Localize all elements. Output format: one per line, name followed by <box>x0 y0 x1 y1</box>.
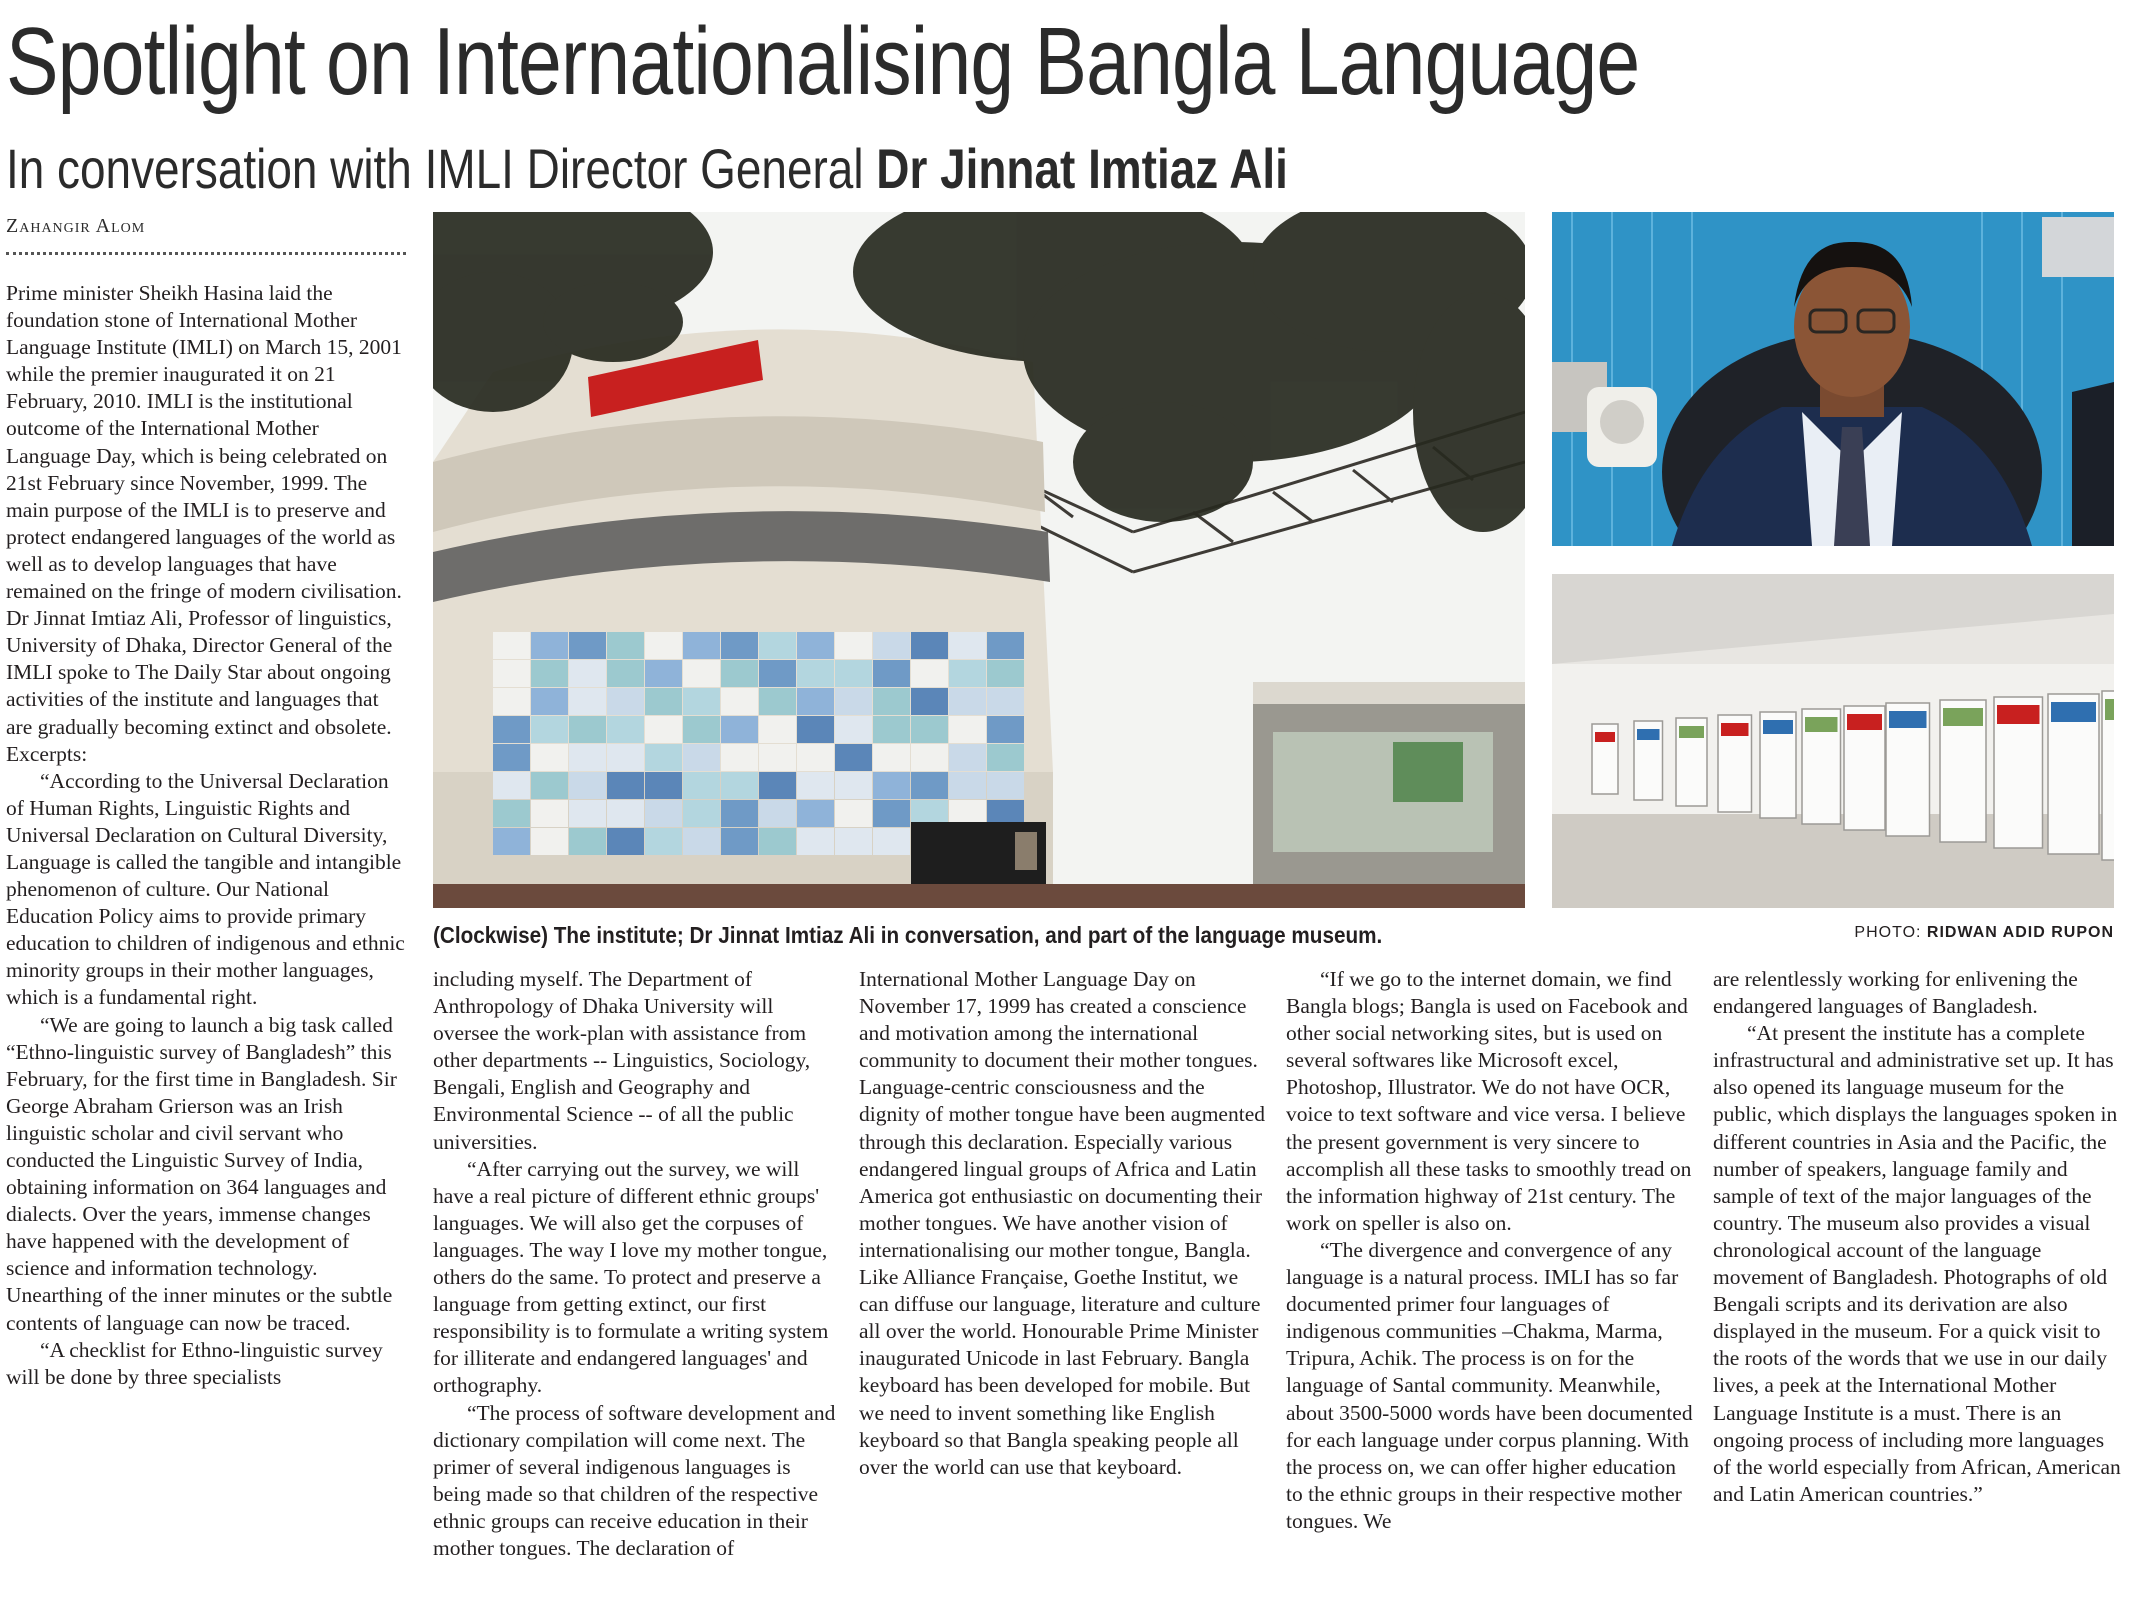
mosaic-tile <box>683 800 720 827</box>
mosaic-tile <box>493 660 530 687</box>
mosaic-tile <box>531 660 568 687</box>
portrait-illustration <box>1552 212 2114 546</box>
mosaic-tile <box>759 800 796 827</box>
paragraph: “After carrying out the survey, we will have a real picture of different ethnic groups' languages. We will also get the corpuses of languages. The way I love my mother tongue, others do the same. To protect and preserve a language from getting extinct, our first responsibility is to formulate a writing system for illiterate and endangered languages' and orthography. <box>433 1156 829 1398</box>
mosaic-tile <box>911 716 948 743</box>
mosaic-tile <box>835 660 872 687</box>
exhibit-flag <box>1721 723 1749 736</box>
mosaic-tile <box>873 716 910 743</box>
mosaic-tile <box>645 660 682 687</box>
mosaic-tile <box>493 688 530 715</box>
mosaic-tile <box>835 632 872 659</box>
mosaic-tile <box>569 688 606 715</box>
exhibit-flag <box>1997 705 2040 724</box>
byline-divider <box>6 252 406 255</box>
mosaic-tile <box>987 632 1024 659</box>
mosaic-tile <box>569 744 606 771</box>
mosaic-tile <box>683 744 720 771</box>
mosaic-tile <box>797 772 834 799</box>
mosaic-tile <box>645 744 682 771</box>
mosaic-tile <box>645 772 682 799</box>
mosaic-tile <box>835 688 872 715</box>
body-column-3 <box>859 966 1267 1481</box>
mosaic-tile <box>949 772 986 799</box>
mosaic-tile <box>569 660 606 687</box>
mosaic-tile <box>683 688 720 715</box>
mosaic-tile <box>759 660 796 687</box>
mosaic-tile <box>797 800 834 827</box>
mosaic-tile <box>721 800 758 827</box>
mosaic-tile <box>607 828 644 855</box>
mosaic-tile <box>721 744 758 771</box>
mosaic-tile <box>683 660 720 687</box>
paragraph: “We are going to launch a big task called “Ethno-linguistic survey of Bangladesh” this February, for the first time in Bangladesh. Sir George Abraham Grierson was an Irish linguistic scholar and civil servant who conducted the Linguistic Survey of India, obtaining information on 364 languages and dialects. Over the years, immense changes have happened with the development of science and information technology. Unearthing of the inner minutes or the subtle contents of language can now be traced. <box>6 1012 397 1335</box>
mosaic-tile <box>797 828 834 855</box>
mosaic-tile <box>911 660 948 687</box>
byline: Zahangir Alom <box>6 215 146 237</box>
mosaic-tile <box>873 800 910 827</box>
mosaic-tile <box>911 688 948 715</box>
mosaic-tile <box>493 800 530 827</box>
body-column-4 <box>1286 966 1694 1535</box>
mosaic-tile <box>493 772 530 799</box>
mosaic-tile <box>759 772 796 799</box>
mosaic-tile <box>949 716 986 743</box>
mosaic-tile <box>531 800 568 827</box>
mosaic-tile <box>873 744 910 771</box>
mosaic-tile <box>607 716 644 743</box>
mosaic-tile <box>873 828 910 855</box>
photo-credit <box>1854 924 2114 942</box>
mosaic-tile <box>569 716 606 743</box>
mosaic-tile <box>569 632 606 659</box>
mosaic-tile <box>797 632 834 659</box>
body-column-2 <box>433 966 841 1562</box>
mosaic-tile <box>797 744 834 771</box>
mosaic-tile <box>683 828 720 855</box>
mosaic-tile <box>873 688 910 715</box>
mosaic-tile <box>645 828 682 855</box>
mosaic-tile <box>949 660 986 687</box>
mosaic-tile <box>987 772 1024 799</box>
exhibit-flag <box>1889 711 1927 728</box>
subheadline <box>6 138 1288 200</box>
exhibit-flag <box>2105 699 2114 720</box>
mosaic-tile <box>607 744 644 771</box>
mosaic-tile <box>759 828 796 855</box>
photo-caption: (Clockwise) The institute; Dr Jinnat Imtiaz Ali in conversation, and part of the language museum. <box>433 922 1383 948</box>
paragraph: Prime minister Sheikh Hasina laid the foundation stone of International Mother Language Institute (IMLI) on March 15, 2001 while the premier inaugurated it on 21 February, 2010. IMLI is the institutional outcome of the International Mother Language Day, which is being celebrated on 21st February since November, 1999. The main purpose of the IMLI is to preserve and protect endangered languages of the world as well as to develop languages that have remained on the fringe of modern civilisation. Dr Jinnat Imtiaz Ali, Professor of linguistics, University of Dhaka, Director General of the IMLI spoke to The Daily Star about ongoing activities of the institute and languages that are gradually becoming extinct and obsolete. Excerpts: <box>6 281 402 766</box>
mosaic-tile <box>759 632 796 659</box>
exhibit-flag <box>1637 729 1660 740</box>
paragraph: “A checklist for Ethno-linguistic survey will be done by three specialists <box>6 1337 383 1389</box>
mosaic-tile <box>949 688 986 715</box>
institute-building-illustration <box>433 212 1525 908</box>
mosaic-tile <box>835 716 872 743</box>
mosaic-tile <box>493 716 530 743</box>
mosaic-tile <box>873 632 910 659</box>
mosaic-tile <box>911 632 948 659</box>
mosaic-tile <box>721 632 758 659</box>
paragraph: “According to the Universal Declaration of Human Rights, Linguistic Rights and Universal Declaration on Cultural Diversity, Language is called the tangible and intangible phenomenon of culture. Our National Education Policy aims to provide primary education to children of indigenous and ethnic minority groups in their mother languages, which is a fundamental right. <box>6 768 405 1010</box>
exhibit-flag <box>1763 720 1793 734</box>
mosaic-tile <box>493 744 530 771</box>
mosaic-tile <box>683 716 720 743</box>
mosaic-tile <box>759 716 796 743</box>
mosaic-tile <box>607 772 644 799</box>
paragraph: including myself. The Department of Anthropology of Dhaka University will oversee the work-plan with assistance from other departments -- Linguistics, Sociology, Bengali, English and Geography and Environmental Science -- of all the public universities. <box>433 967 811 1154</box>
mosaic-tile <box>835 800 872 827</box>
exhibit-flag <box>1943 708 1983 726</box>
paragraph: “If we go to the internet domain, we find Bangla blogs; Bangla is used on Facebook and other social networking sites, but is used on several softwares like Microsoft excel, Photoshop, Illustrator. We do not have OCR, voice to text software and vice versa. I believe the present government is very sincere to accomplish all these tasks to smoothly tread on the information highway of 21st century. The work on speller is also on. <box>1286 967 1692 1235</box>
mosaic-tile <box>835 828 872 855</box>
mosaic-tile <box>493 632 530 659</box>
mosaic-tile <box>645 688 682 715</box>
body-column-1 <box>6 280 406 1391</box>
mosaic-tile <box>569 828 606 855</box>
mosaic-tile <box>531 688 568 715</box>
mosaic-tile <box>949 744 986 771</box>
mosaic-tile <box>721 828 758 855</box>
mosaic-tile <box>645 632 682 659</box>
mosaic-tile <box>607 688 644 715</box>
exhibit-flag <box>1847 714 1882 730</box>
body-column-5 <box>1713 966 2123 1508</box>
mosaic-tile <box>987 716 1024 743</box>
mosaic-tile <box>683 772 720 799</box>
exhibit-flag <box>2051 702 2096 722</box>
mosaic-tile <box>835 744 872 771</box>
mosaic-tile <box>721 688 758 715</box>
paragraph: “The divergence and convergence of any language is a natural process. IMLI has so far documented primer four languages of indigenous communities –Chakma, Marma, Tripura, Achik. The process is on for the language of Santal community. Meanwhile, about 3500-5000 words have been documented for each language under corpus planning. With the process on, we can offer higher education to the ethnic groups in their respective mother tongues. We <box>1286 1237 1693 1533</box>
mosaic-tile <box>645 716 682 743</box>
mosaic-tile <box>873 772 910 799</box>
mosaic-tile <box>569 800 606 827</box>
mosaic-tile <box>797 688 834 715</box>
mosaic-tile <box>607 800 644 827</box>
mosaic-tile <box>911 744 948 771</box>
exhibit-flag <box>1679 726 1704 738</box>
mosaic-tile <box>721 660 758 687</box>
mosaic-tile <box>607 660 644 687</box>
mosaic-tile <box>531 632 568 659</box>
paragraph: International Mother Language Day on November 17, 1999 has created a conscience and motivation among the international community to document their mother tongues. Language-centric consciousness and the dignity of mother tongue have been augmented through this declaration. Especially various endangered lingual groups of Africa and Latin America got enthusiastic on documenting their mother tongues. We have another vision of internationalising our mother tongue, Bangla. Like Alliance Française, Goethe Institut, we can diffuse our language, literature and culture all over the world. Honourable Prime Minister inaugurated Unicode in last February. Bangla keyboard has been developed for mobile. But we need to invent something like English keyboard so that Bangla speaking people all over the world can use that keyboard. <box>859 967 1265 1479</box>
mosaic-tile <box>873 660 910 687</box>
mosaic-tile <box>721 716 758 743</box>
mosaic-tile <box>607 632 644 659</box>
credit-label: PHOTO: <box>1854 924 1927 941</box>
paragraph: “At present the institute has a complete infrastructural and administrative set up. It has also opened its language museum for the public, which displays the languages spoken in different countries in Asia and the Pacific, the number of speakers, language family and sample of text of the major languages of the country. The museum also provides a visual chronological account of the language movement of Bangladesh. Photographs of old Bengali scripts and its derivation are also displayed in the museum. For a quick visit to the roots of the words that we use in our daily lives, a peek at the International Mother Language Institute is a must. There is an ongoing process of including more languages of the world especially from African, American and Latin American countries.” <box>1713 1021 2121 1506</box>
mosaic-tile <box>531 828 568 855</box>
mosaic-tile <box>531 744 568 771</box>
mosaic-tile <box>987 744 1024 771</box>
mosaic-tile <box>911 772 948 799</box>
institute-building-photo <box>433 212 1525 908</box>
language-museum-photo <box>1552 574 2114 908</box>
subhead-prefix: In conversation with IMLI Director General <box>6 137 877 200</box>
mosaic-tile <box>721 772 758 799</box>
mosaic-tile <box>759 688 796 715</box>
interviewee-name: Dr Jinnat Imtiaz Ali <box>876 137 1288 200</box>
photographer-name: RIDWAN ADID RUPON <box>1926 924 2114 941</box>
mosaic-tile <box>987 688 1024 715</box>
exhibit-flag <box>1595 732 1615 742</box>
portrait-photo <box>1552 212 2114 546</box>
headline: Spotlight on Internationalising Bangla Language <box>6 8 1640 115</box>
paragraph: are relentlessly working for enlivening the endangered languages of Bangladesh. <box>1713 967 2078 1019</box>
mosaic-tile <box>531 716 568 743</box>
mosaic-tile <box>797 660 834 687</box>
mosaic-tile <box>569 772 606 799</box>
mosaic-tile <box>531 772 568 799</box>
museum-illustration <box>1552 574 2114 908</box>
mosaic-tile <box>949 632 986 659</box>
mosaic-tile <box>759 744 796 771</box>
paragraph: “The process of software development and dictionary compilation will come next. The primer of several indigenous languages is being made so that children of the respective ethnic groups can receive education in their mother tongues. The declaration of <box>433 1400 836 1560</box>
mosaic-tile <box>987 660 1024 687</box>
exhibit-flag <box>1805 717 1838 732</box>
mosaic-tile <box>683 632 720 659</box>
mosaic-tile <box>797 716 834 743</box>
mosaic-tile <box>835 772 872 799</box>
mosaic-tile <box>493 828 530 855</box>
mosaic-tile <box>645 800 682 827</box>
